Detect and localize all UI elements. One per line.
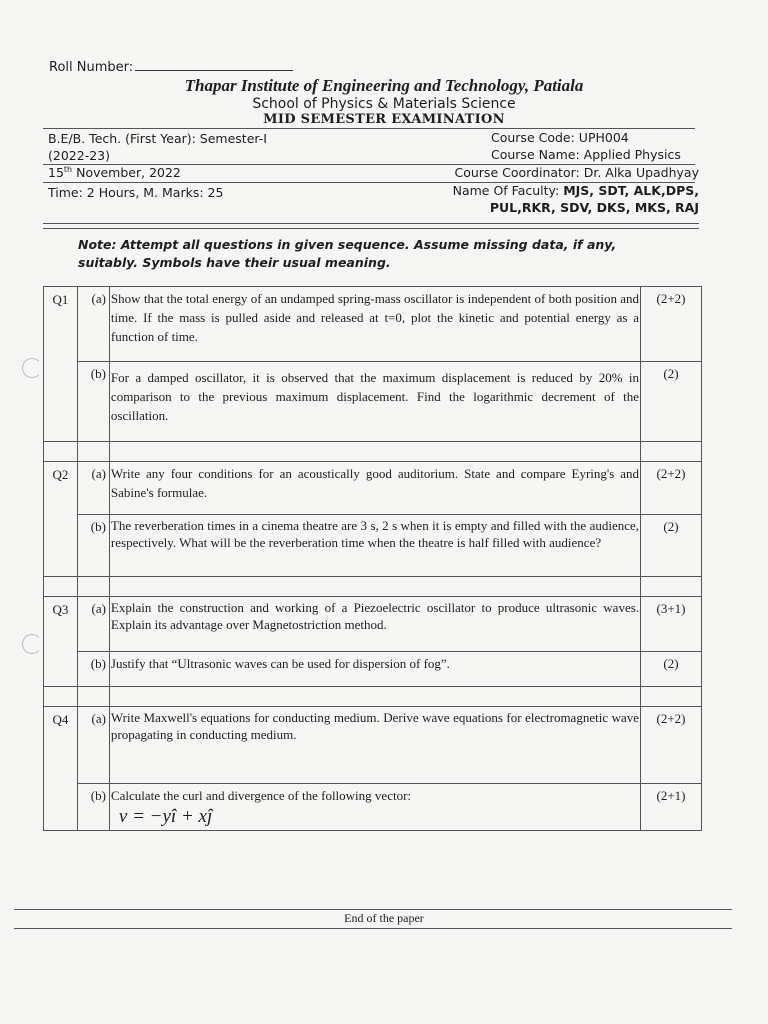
part-label: (b) — [77, 784, 109, 831]
part-label: (a) — [77, 597, 109, 652]
questions-table — [43, 286, 702, 831]
question-row — [44, 707, 702, 784]
vector-equation: v = −yî + xĵ — [118, 806, 213, 827]
spacer-row — [44, 687, 702, 707]
exam-date — [48, 165, 181, 180]
end-of-paper: End of the paper — [344, 911, 424, 925]
header-rule — [43, 128, 695, 129]
question-marks: (2+2) — [641, 462, 702, 515]
header-rule — [43, 223, 699, 224]
faculty-names-1: MJS, SDT, ALK,DPS, — [563, 183, 699, 198]
question-number: Q1 — [44, 287, 78, 442]
faculty-line-1 — [453, 183, 699, 198]
question-marks: (2) — [641, 362, 702, 442]
date-suffix: th — [63, 165, 73, 174]
question-row — [44, 652, 702, 687]
footer-rule — [14, 909, 732, 910]
part-label: (a) — [77, 462, 109, 515]
exam-note: Note: Attempt all questions in given sequence. Assume missing data, if any, suitably. Symbols have their usual meaning. — [78, 237, 617, 270]
roll-number-field — [49, 58, 293, 75]
question-row — [44, 362, 702, 442]
faculty-label: Name Of Faculty: — [452, 183, 564, 198]
punch-hole-mark — [22, 634, 42, 654]
part-label: (b) — [77, 362, 109, 442]
exam-title: MID SEMESTER EXAMINATION — [263, 112, 505, 127]
question-text: Calculate the curl and divergence of the following vector: — [110, 788, 412, 803]
program: B.E/B. Tech. (First Year): Semester-I — [48, 131, 267, 146]
question-text: The reverberation times in a cinema theatre are 3 s, 2 s when it is empty and filled with the audience, respectively. What will be the reverberation time when the theatre is half filled with audience? — [109, 515, 640, 577]
spacer-row — [44, 442, 702, 462]
question-row — [44, 597, 702, 652]
part-label: (b) — [77, 515, 109, 577]
question-marks: (2) — [641, 652, 702, 687]
session: (2022-23) — [48, 148, 110, 163]
question-marks: (2) — [641, 515, 702, 577]
date-rest: November, 2022 — [72, 165, 181, 181]
time-and-marks: Time: 2 Hours, M. Marks: 25 — [48, 185, 224, 200]
question-text: Show that the total energy of an undamped spring-mass oscillator is independent of both position and time. If the mass is pulled aside and released at t=0, plot the kinetic and potential energy as a function of time. — [109, 287, 640, 362]
question-row — [44, 515, 702, 577]
question-marks: (2+2) — [641, 287, 702, 362]
punch-hole-mark — [22, 358, 42, 378]
course-coordinator: Course Coordinator: Dr. Alka Upadhyay — [454, 165, 699, 180]
roll-number-blank — [135, 58, 293, 71]
question-row — [44, 784, 702, 831]
school-name: School of Physics & Materials Science — [252, 96, 516, 112]
question-row — [44, 287, 702, 362]
spacer-row — [44, 577, 702, 597]
question-text: Write Maxwell's equations for conducting medium. Derive wave equations for electromagnetic wave propagating in conducting medium. — [109, 707, 640, 784]
part-label: (a) — [77, 707, 109, 784]
question-number: Q4 — [44, 707, 78, 831]
part-label: (b) — [77, 652, 109, 687]
course-name: Course Name: Applied Physics — [491, 147, 681, 162]
header-rule — [43, 228, 699, 229]
institute-name: Thapar Institute of Engineering and Technology, Patiala — [184, 76, 584, 95]
faculty-line-2: PUL,RKR, SDV, DKS, MKS, RAJ — [489, 200, 699, 215]
question-row — [44, 462, 702, 515]
part-label: (a) — [77, 287, 109, 362]
question-cell — [109, 784, 640, 831]
question-text: Write any four conditions for an acoustically good auditorium. State and compare Eyring's and Sabine's formulae. — [109, 462, 640, 515]
question-text: Explain the construction and working of a Piezoelectric oscillator to produce ultrasonic waves. Explain its advantage over Magnetostriction method. — [109, 597, 640, 652]
footer-rule — [14, 928, 732, 929]
question-number: Q2 — [44, 462, 78, 577]
question-marks: (2+1) — [641, 784, 702, 831]
question-marks: (3+1) — [641, 597, 702, 652]
date-day: 15 — [48, 165, 64, 181]
roll-number-label: Roll Number: — [49, 60, 134, 75]
question-marks: (2+2) — [641, 707, 702, 784]
course-code: Course Code: UPH004 — [491, 130, 629, 145]
question-text: Justify that “Ultrasonic waves can be used for dispersion of fog”. — [109, 652, 640, 687]
question-text: For a damped oscillator, it is observed that the maximum displacement is reduced by 20% in comparison to the previous maximum displacement. Find the logarithmic decrement of the oscillation. — [109, 362, 640, 442]
question-number: Q3 — [44, 597, 78, 687]
